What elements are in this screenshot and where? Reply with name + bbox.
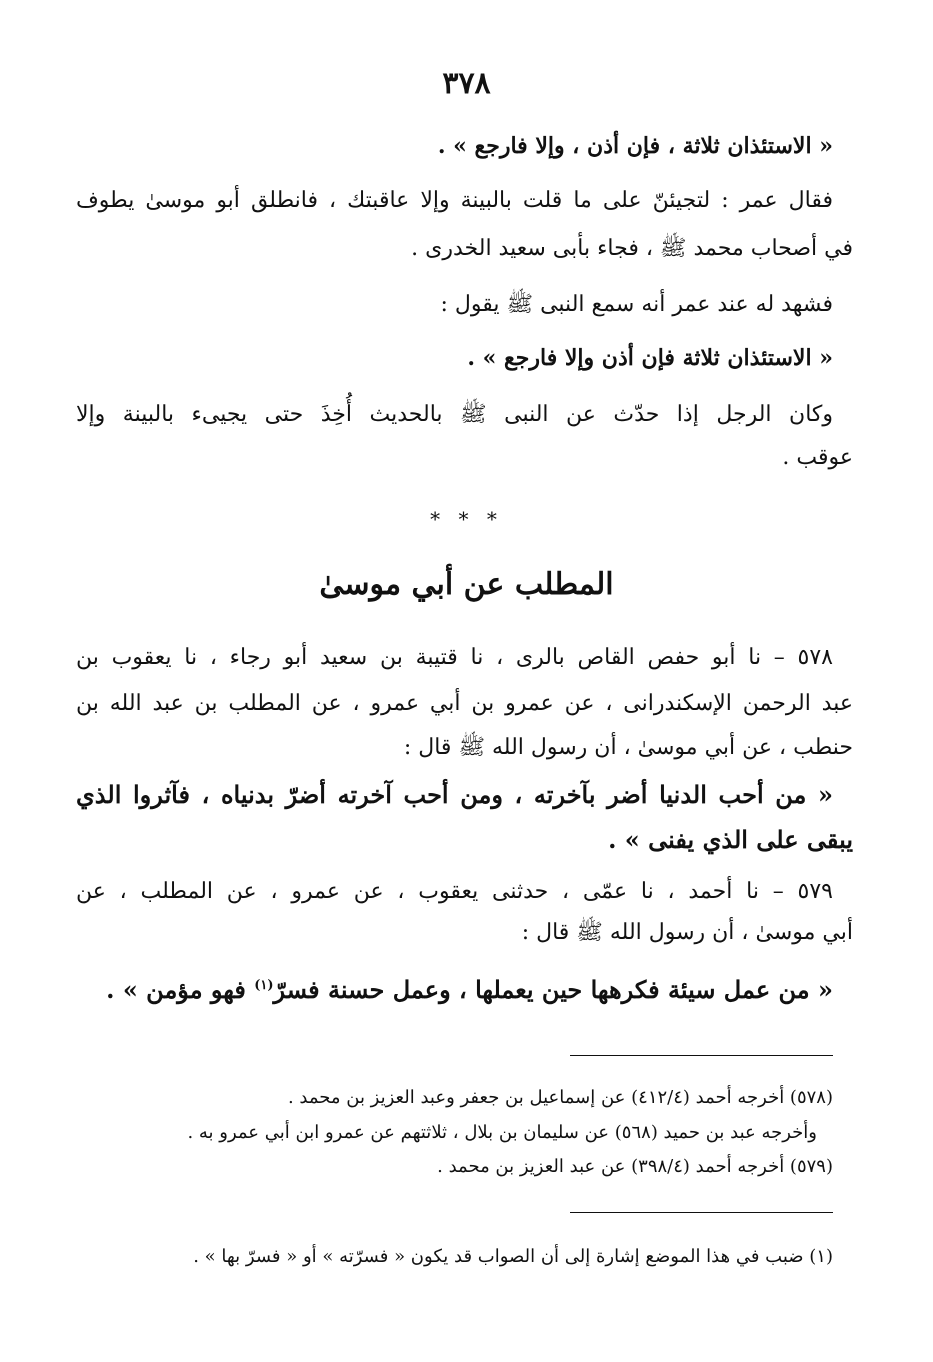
hadith-579-chain-line: أبي موسىٰ ، أن رسول الله ﷺ قال : <box>521 920 853 945</box>
footnote-line: (٥٧٩) أخرجه أحمد (٣٩٨/٤) عن عبد العزيز بن محمد . <box>437 1156 833 1177</box>
hadith-578-chain-line: ٥٧٨ – نا أبو حفص القاص بالرى ، نا قتيبة بن سعيد أبو رجاء ، نا يعقوب بن <box>76 645 833 670</box>
hadith-579-chain-line: ٥٧٩ – نا أحمد ، نا عمّى ، حدثنى يعقوب ، عن عمرو ، عن المطلب ، عن <box>76 879 833 904</box>
body-line: فقال عمر : لتجيئنّ على ما قلت بالبينة وإلا عاقبتك ، فانطلق أبو موسىٰ يطوف <box>76 188 833 213</box>
footnote-line: وأخرجه عبد بن حميد (٥٦٨) عن سليمان بن بلال ، ثلاثتهم عن عمرو ابن أبي عمرو به . <box>187 1122 817 1143</box>
hadith-579-text <box>106 971 833 1005</box>
body-line: عوقب . <box>782 445 853 470</box>
hadith-quote-line: « الاستئذان ثلاثة ، فإن أذن ، وإلا فارجع » . <box>437 133 833 159</box>
hadith-578-text: يبقى على الذي يفنى » . <box>608 825 853 854</box>
footnote-marker: (١) <box>254 978 274 993</box>
footnote-rule <box>570 1212 833 1213</box>
hadith-578-chain-line: حنطب ، عن أبي موسىٰ ، أن رسول الله ﷺ قال : <box>403 735 853 760</box>
body-line: وكان الرجل إذا حدّث عن النبى ﷺ بالحديث أُخِذَ حتى يجيىء بالبينة وإلا <box>76 402 833 427</box>
footnote-line: (١) ضبب في هذا الموضع إشارة إلى أن الصواب قد يكون « فسرّته » أو « فسرّ بها » . <box>193 1246 833 1267</box>
footnote-rule <box>570 1055 833 1056</box>
hadith-579-text-start: « من عمل سيئة فكرهها حين يعملها ، وعمل حسنة فسرّ <box>273 975 833 1004</box>
hadith-quote-line: « الاستئذان ثلاثة فإن أذن وإلا فارجع » . <box>467 345 833 371</box>
hadith-578-text: « من أحب الدنيا أضر بآخرته ، ومن أحب آخرته أضرّ بدنياه ، فآثروا الذي <box>76 780 833 809</box>
section-separator: * * * <box>430 507 503 531</box>
hadith-579-text-end: فهو مؤمن » . <box>106 975 255 1004</box>
section-title: المطلب عن أبي موسىٰ <box>319 567 614 602</box>
footnote-line: (٥٧٨) أخرجه أحمد (٤١٢/٤) عن إسماعيل بن جعفر وعبد العزيز بن محمد . <box>287 1087 833 1108</box>
hadith-578-chain-line: عبد الرحمن الإسكندرانى ، عن عمرو بن أبي عمرو ، عن المطلب بن عبد الله بن <box>76 691 853 716</box>
body-line: فشهد له عند عمر أنه سمع النبى ﷺ يقول : <box>440 292 833 317</box>
body-line: في أصحاب محمد ﷺ ، فجاء بأبى سعيد الخدرى . <box>411 236 853 261</box>
page-number: ٣٧٨ <box>442 66 491 101</box>
